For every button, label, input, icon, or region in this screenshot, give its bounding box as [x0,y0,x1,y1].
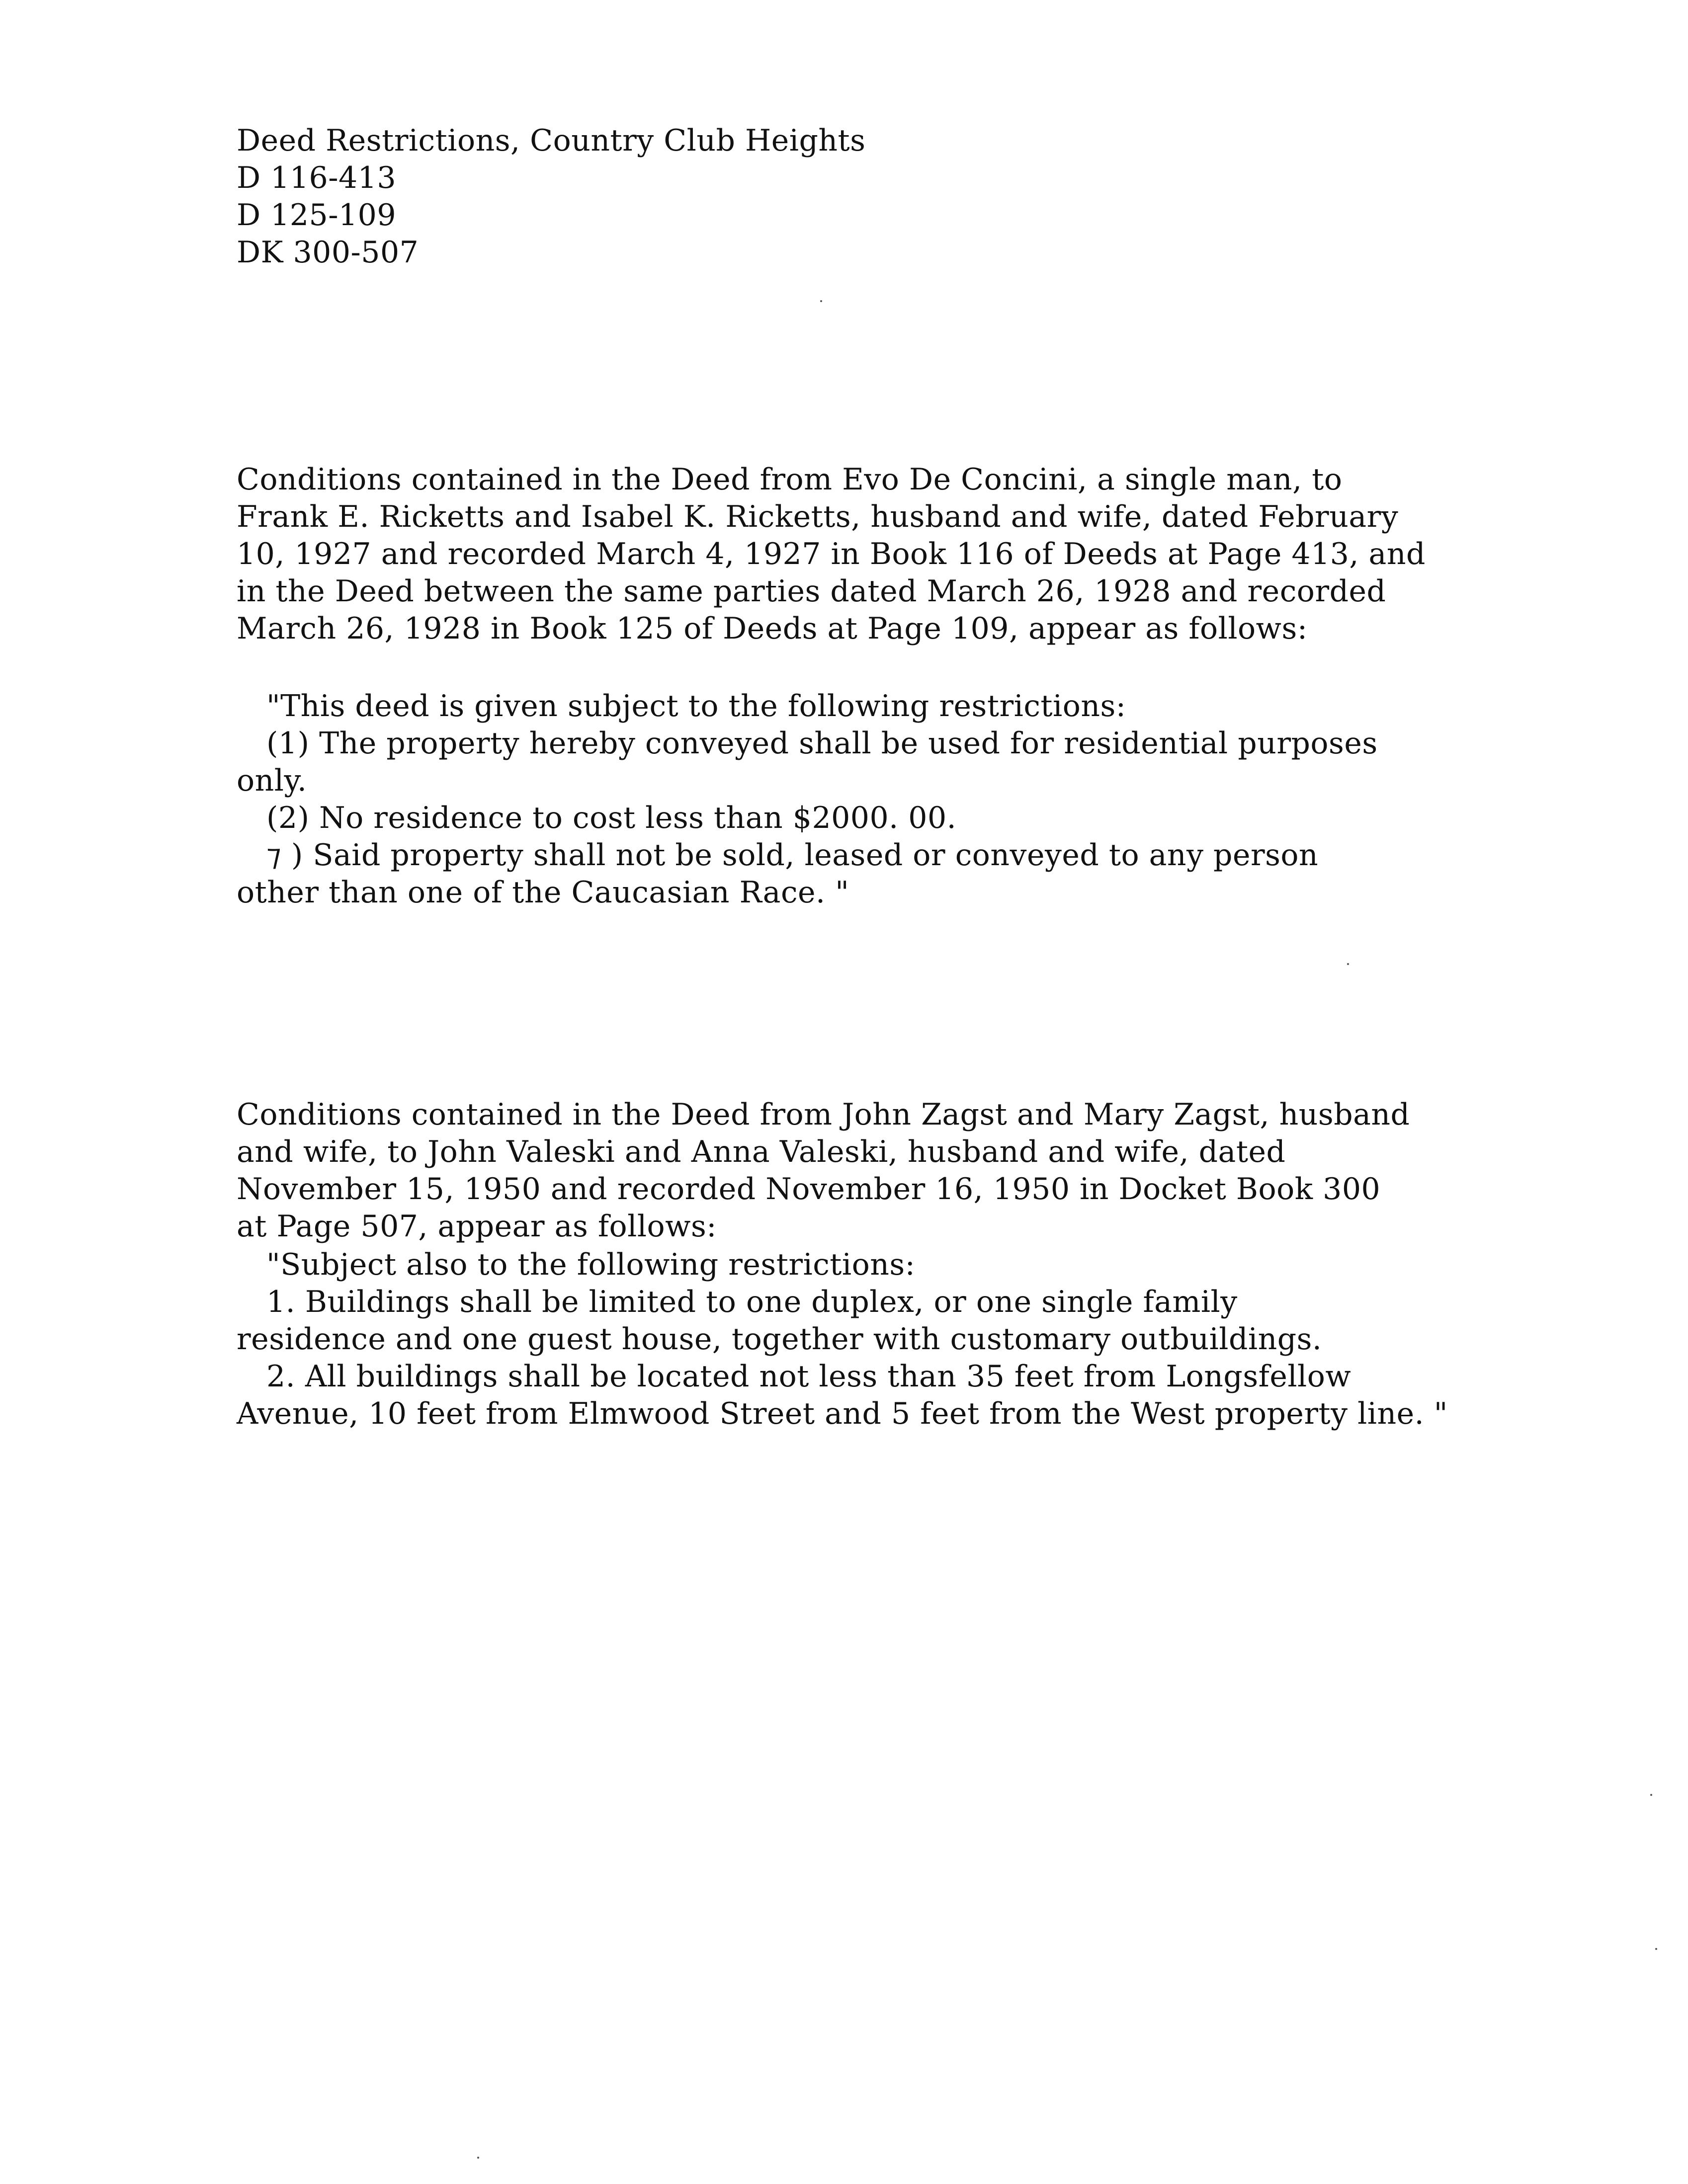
paragraph-line: in the Deed between the same parties dated March 26, 1928 and recorded [237,574,1386,609]
document-header [237,122,1554,271]
section-1-restrictions [237,688,1554,911]
document-title: Deed Restrictions, Country Club Heights [237,123,866,158]
restriction-item: 1. Buildings shall be limited to one duplex, or one single family [266,1285,1238,1319]
paragraph-line: Conditions contained in the Deed from Evo De Concini, a single man, to [237,462,1343,497]
restrictions-intro: "This deed is given subject to the following restrictions: [266,689,1126,724]
paragraph-line: and wife, to John Valeski and Anna Valeski, husband and wife, dated [237,1134,1286,1169]
restriction-item: 2. All buildings shall be located not less than 35 feet from Longsfellow [266,1359,1351,1394]
scan-speck [1655,1948,1657,1950]
restriction-item-continued: residence and one guest house, together with customary outbuildings. [237,1322,1322,1357]
deed-reference: D 116-413 [237,161,396,195]
paragraph-line: 10, 1927 and recorded March 4, 1927 in Book 116 of Deeds at Page 413, and [237,537,1426,571]
section-2-paragraph [237,1096,1554,1245]
restriction-item-continued: only. [237,763,307,798]
restriction-item: (1) The property hereby conveyed shall be used for residential purposes [266,726,1378,761]
deed-reference: DK 300-507 [237,235,419,270]
restriction-item: (2) No residence to cost less than $2000. 00. [266,801,957,835]
restriction-item: ⁊ ) Said property shall not be sold, leased or conveyed to any person [266,838,1319,873]
restrictions-intro: "Subject also to the following restrictions: [266,1247,916,1282]
scan-speck [477,2157,479,2159]
section-1-paragraph [237,461,1554,647]
paragraph-line: November 15, 1950 and recorded November 16, 1950 in Docket Book 300 [237,1172,1381,1207]
scan-speck [820,300,822,302]
scan-speck [1650,1794,1652,1796]
restriction-item-continued: Avenue, 10 feet from Elmwood Street and 5 feet from the West property line. " [237,1396,1448,1431]
scan-speck [1347,963,1349,965]
paragraph-line: Conditions contained in the Deed from John Zagst and Mary Zagst, husband [237,1097,1410,1132]
paragraph-line: March 26, 1928 in Book 125 of Deeds at Page 109, appear as follows: [237,611,1308,646]
paragraph-line: at Page 507, appear as follows: [237,1209,717,1244]
section-2-restrictions [237,1246,1554,1433]
paragraph-line: Frank E. Ricketts and Isabel K. Ricketts, husband and wife, dated February [237,499,1399,534]
deed-reference: D 125-109 [237,198,396,233]
restriction-item-continued: other than one of the Caucasian Race. " [237,875,849,910]
